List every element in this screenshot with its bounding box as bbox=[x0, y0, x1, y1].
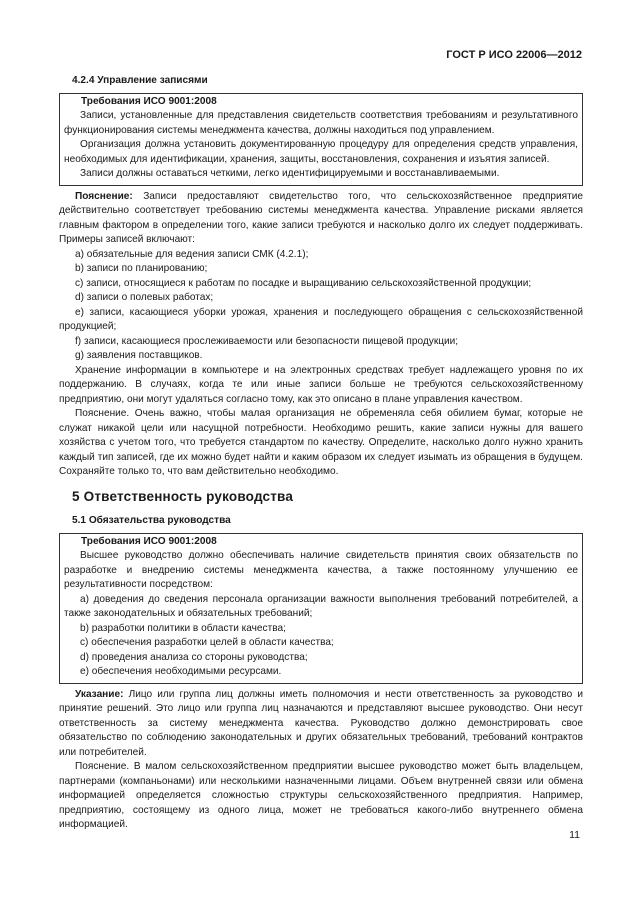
note-label: Пояснение: bbox=[75, 190, 133, 202]
list-item: a) обязательные для ведения записи СМК (4.2.1); bbox=[75, 248, 309, 260]
list-item: d) записи о полевых работах; bbox=[75, 292, 214, 303]
page-number: 11 bbox=[569, 829, 580, 841]
box-list-item: b) разработки политики в области качества; bbox=[80, 622, 286, 634]
requirements-title: Требования ИСО 9001:2008 bbox=[81, 95, 217, 107]
standard-header: ГОСТ Р ИСО 22006—2012 bbox=[446, 49, 582, 61]
hint-paragraph bbox=[59, 688, 583, 761]
explanation-paragraph: Пояснение. Очень важно, чтобы малая организация не обременяла себя обилием бумаг, которые не служат никакой цели или насущной потребности. Необходимо решить, какие записи нужны для вашего хозяйства с учетом того, что требуется стандартом по качеству. Определите, насколько долго нужно хранить каждый тип записей, где их можно будет найти и каким образом их следует изымать из обращения в будущем. Сохраняйте только то, что вам действительно необходимо. bbox=[59, 408, 583, 477]
section-5-1-title: 5.1 Обязательства руководства bbox=[72, 515, 231, 526]
box-paragraph: Организация должна установить документированную процедуру для определения средств управления, необходимых для идентификации, хранения, защиты, восстановления, сохранения и изъятия записей. bbox=[64, 139, 578, 165]
storage-paragraph: Хранение информации в компьютере и на электронных средствах требует надлежащего уровня по их поддержанию. В случаях, когда те или иные записи больше не требуются сельскохозяйственному предприятию, они могут удаляться согласно тому, как это описано в плане управления качеством. bbox=[59, 364, 583, 405]
requirements-box-4-2-4 bbox=[59, 93, 583, 186]
section-4-2-4-title: 4.2.4 Управление записями bbox=[72, 75, 208, 86]
list-item: c) записи, относящиеся к работам по посадке и выращиванию сельскохозяйственной продукции; bbox=[75, 277, 532, 289]
requirements-title: Требования ИСО 9001:2008 bbox=[81, 535, 217, 547]
list-item: b) записи по планированию; bbox=[75, 263, 208, 274]
explanation-paragraph: Пояснение. В малом сельскохозяйственном предприятии высшее руководство может быть владельцем, партнерами (компаньонами) или несколькими назначенными лицами. Объем внутренней связи или обмена информацией определяется сложностью структуры сельскохозяйственного предприятия. Например, предприятию, состоящему из одного лица, может не требоваться какого-либо внутреннего обмена информацией. bbox=[59, 761, 583, 830]
box-list-item: c) обеспечения разработки целей в области качества; bbox=[80, 637, 334, 648]
list-item: e) записи, касающиеся уборки урожая, хранения и последующего обращения с сельскохозяйственной продукцией; bbox=[59, 306, 583, 332]
requirements-box-5-1 bbox=[59, 533, 583, 684]
box-list-item: a) доведения до сведения персонала организации важности выполнения требований потребителей, а также законодательных и обязательных требований; bbox=[64, 593, 578, 619]
list-item: g) заявления поставщиков. bbox=[75, 350, 203, 361]
note-paragraph bbox=[59, 190, 583, 248]
box-paragraph: Высшее руководство должно обеспечивать наличие свидетельств принятия своих обязательств по разработке и внедрению системы менеджмента качества, а также постоянному улучшению ее результативности посредством: bbox=[64, 550, 578, 590]
list-item: f) записи, касающиеся прослеживаемости или безопасности пищевой продукции; bbox=[75, 335, 459, 347]
box-list-item: e) обеспечения необходимыми ресурсами. bbox=[80, 666, 282, 677]
section-5-title: 5 Ответственность руководства bbox=[72, 488, 294, 504]
note-text: Записи предоставляют свидетельство того, что сельскохозяйственное предприятие действительно соответствует требованию системы менеджмента качества. Управление рисками является главным фактором в определении того, какие записи требуются и насколько долго их следует поддерживать. Примеры записей включают: bbox=[59, 190, 583, 245]
box-list-item: d) проведения анализа со стороны руководства; bbox=[80, 651, 308, 663]
hint-label: Указание: bbox=[75, 688, 124, 700]
hint-text: Лицо или группа лиц должны иметь полномочия и нести ответственность за руководство и принятие решений. Это лицо или группа лиц назначаются и представляют высшее руководство. Они несут ответственность за систему менеджмента качества. Руководство должно демонстрировать свое обязательство по соблюдению законодательных и других обязательных требований, требований контрактов или потребителей. bbox=[59, 688, 583, 758]
page-content bbox=[59, 74, 583, 833]
box-paragraph: Записи, установленные для представления свидетельств соответствия требованиям и результативного функционирования системы менеджмента качества, должны находиться под управлением. bbox=[64, 110, 578, 136]
box-paragraph: Записи должны оставаться четкими, легко идентифицируемыми и восстанавливаемыми. bbox=[80, 168, 500, 179]
